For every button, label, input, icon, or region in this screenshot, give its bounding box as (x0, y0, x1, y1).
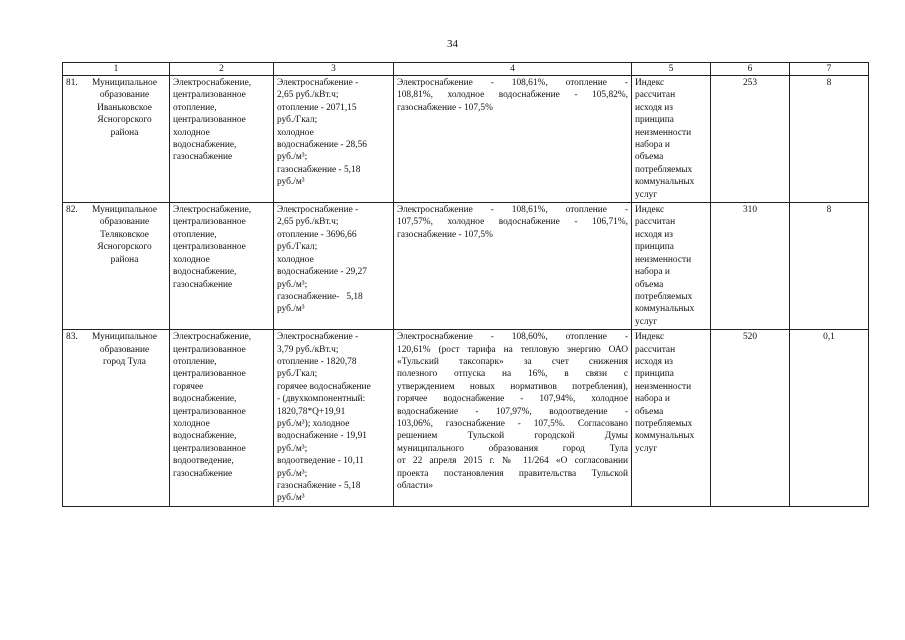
justification-line: коммунальных (635, 431, 695, 442)
tariffs-line: газоснабжение - 5,18 (277, 481, 361, 491)
services-line: Электроснабжение, (173, 332, 252, 343)
tariffs-line: руб./м³; (277, 443, 308, 454)
services-line: централизованное (173, 406, 246, 417)
municipality-line: город Тула (103, 356, 146, 367)
justification-line: набора и (635, 267, 670, 278)
tariffs-line: газоснабжение - 5,18 (277, 164, 361, 175)
indices-line: от 22 апреля 2015 г. № 11/264 «О согласовании (397, 456, 628, 467)
column-header-7: 7 (790, 63, 869, 76)
justification-line: неизменности (635, 254, 692, 265)
municipality-line: района (110, 127, 139, 138)
municipality-line: Муниципальное (91, 205, 158, 216)
justification-line: объема (635, 279, 664, 290)
services-line: отопление, (173, 356, 217, 367)
indices-line: утверждением новых нормативов потребления), (397, 381, 628, 392)
justification-line: рассчитан (635, 344, 676, 355)
municipality-line: Муниципальное (91, 78, 158, 88)
tariffs-line: Электроснабжение - (277, 78, 359, 88)
justification-line: потребляемых (635, 418, 693, 429)
services-line: холодное (173, 127, 210, 138)
tariffs-line: водоотведение - 10,11 (277, 456, 364, 467)
justification-line: Индекс (635, 205, 665, 216)
tariffs-line: горячее водоснабжение (277, 381, 371, 392)
tariffs-line: - (двухкомпонентный: (277, 394, 366, 405)
services-line: водоснабжение, (173, 140, 237, 151)
justification-line: Индекс (635, 78, 665, 88)
cell-tariffs (274, 76, 394, 203)
tariff-table (62, 62, 869, 507)
cell-services (170, 203, 274, 330)
column-header-1: 1 (63, 63, 170, 76)
justification-line: принципа (635, 242, 674, 253)
indices-line: 108,81%, холодное водоснабжение - 105,82%, (397, 90, 628, 101)
municipality-line: Ясногорского (97, 115, 152, 126)
services-line: холодное (173, 254, 210, 265)
services-line: централизованное (173, 242, 246, 253)
cell-col6: 520 (711, 330, 790, 507)
municipality-line: района (110, 254, 139, 265)
indices-line: Электроснабжение - 108,61%, отопление - (397, 205, 628, 216)
justification-line: исходя из (635, 229, 673, 240)
justification-line: потребляемых (635, 164, 693, 175)
justification-line: коммунальных (635, 304, 695, 315)
services-line: водоснабжение, (173, 431, 237, 442)
column-header-5: 5 (632, 63, 711, 76)
indices-line: газоснабжение - 107,5% (397, 102, 493, 113)
row-number: 81. (66, 78, 78, 88)
justification-line: исходя из (635, 102, 673, 113)
justification-line: набора и (635, 394, 670, 405)
services-line: централизованное (173, 443, 246, 454)
services-line: Электроснабжение, (173, 205, 252, 216)
cell-col6: 253 (711, 76, 790, 203)
tariffs-line: руб./Гкал; (277, 242, 318, 253)
table-row (63, 330, 869, 507)
table-row (63, 203, 869, 330)
justification-line: услуг (635, 316, 658, 327)
justification-line: исходя из (635, 356, 673, 367)
cell-col7: 0,1 (790, 330, 869, 507)
tariffs-line: отопление - 2071,15 (277, 102, 357, 113)
tariffs-line: руб./м³ (277, 304, 305, 315)
cell-col7: 8 (790, 203, 869, 330)
column-header-6: 6 (711, 63, 790, 76)
justification-line: услуг (635, 443, 658, 454)
column-header-3: 3 (274, 63, 394, 76)
cell-indices (394, 330, 632, 507)
indices-line: 120,61% (рост тарифа на тепловую энергию ОАО (397, 344, 628, 355)
row-number: 82. (66, 205, 78, 216)
cell-justification (632, 203, 711, 330)
indices-line: области» (397, 481, 434, 491)
indices-line: решением Тульской городской Думы (397, 431, 628, 442)
tariffs-line: руб./Гкал; (277, 115, 318, 126)
services-line: централизованное (173, 115, 246, 126)
tariffs-line: 2,65 руб./кВт.ч; (277, 90, 339, 101)
cell-indices (394, 203, 632, 330)
cell-municipality (63, 203, 170, 330)
cell-justification (632, 76, 711, 203)
tariffs-line: руб./м³; (277, 152, 308, 163)
cell-municipality (63, 330, 170, 507)
justification-line: услуг (635, 189, 658, 200)
municipality-line: образование (99, 217, 150, 228)
indices-line: 107,57%, холодное водоснабжение - 106,71%, (397, 217, 628, 228)
table-header-row (63, 63, 869, 76)
services-line: водоснабжение, (173, 267, 237, 278)
tariffs-line: руб./м³ (277, 493, 305, 504)
tariffs-line: Электроснабжение - (277, 205, 359, 216)
tariffs-line: водоснабжение - 19,91 (277, 431, 367, 442)
cell-col7: 8 (790, 76, 869, 203)
cell-col6: 310 (711, 203, 790, 330)
justification-line: потребляемых (635, 291, 693, 302)
indices-line: муниципального образования город Тула (397, 443, 628, 454)
services-line: газоснабжение (173, 279, 233, 290)
cell-municipality (63, 76, 170, 203)
cell-tariffs (274, 330, 394, 507)
justification-line: неизменности (635, 381, 692, 392)
services-line: централизованное (173, 90, 246, 101)
justification-line: объема (635, 152, 664, 163)
services-line: централизованное (173, 217, 246, 228)
tariffs-line: холодное (277, 127, 314, 138)
indices-line: горячее водоснабжение - 107,94%, холодное (397, 394, 628, 405)
justification-line: принципа (635, 115, 674, 126)
tariffs-line: руб./Гкал; (277, 369, 318, 380)
municipality-line: Иваньковское (97, 102, 152, 113)
justification-line: рассчитан (635, 90, 676, 101)
municipality-line: образование (99, 344, 150, 355)
page-number: 34 (447, 38, 458, 50)
tariffs-line: водоснабжение - 28,56 (277, 140, 367, 151)
justification-line: объема (635, 406, 664, 417)
services-line: холодное (173, 418, 210, 429)
municipality-line: Ясногорского (97, 242, 152, 253)
tariffs-line: отопление - 1820,78 (277, 356, 357, 367)
indices-line: «Тульский таксопарк» за счет снижения (397, 356, 628, 367)
services-line: Электроснабжение, (173, 78, 252, 88)
services-line: горячее (173, 381, 204, 392)
indices-line: полезного отпуска на 16%, в связи с (397, 369, 628, 380)
indices-line: газоснабжение - 107,5% (397, 229, 493, 240)
services-line: отопление, (173, 102, 217, 113)
table-row (63, 76, 869, 203)
services-line: водоснабжение, (173, 394, 237, 405)
indices-line: Электроснабжение - 108,61%, отопление - (397, 78, 628, 88)
services-line: отопление, (173, 229, 217, 240)
tariffs-line: холодное (277, 254, 314, 265)
justification-line: набора и (635, 140, 670, 151)
services-line: газоснабжение (173, 152, 233, 163)
tariffs-line: руб./м³ (277, 177, 305, 188)
indices-line: проекта постановления правительства Тульской (397, 468, 628, 479)
justification-line: коммунальных (635, 177, 695, 188)
municipality-line: образование (99, 90, 150, 101)
tariffs-line: руб./м³); холодное (277, 418, 350, 429)
cell-tariffs (274, 203, 394, 330)
municipality-line: Муниципальное (91, 332, 158, 343)
indices-line: водоснабжение - 107,97%, водоотведение - (397, 406, 628, 417)
tariffs-line: 1820,78*Q+19,91 (277, 406, 346, 417)
municipality-line: Теляковское (100, 229, 149, 240)
cell-services (170, 76, 274, 203)
cell-services (170, 330, 274, 507)
justification-line: Индекс (635, 332, 665, 343)
indices-line: Электроснабжение - 108,60%, отопление - (397, 332, 628, 343)
justification-line: принципа (635, 369, 674, 380)
justification-line: рассчитан (635, 217, 676, 228)
tariffs-line: газоснабжение- 5,18 (277, 291, 363, 302)
column-header-4: 4 (394, 63, 632, 76)
services-line: централизованное (173, 369, 246, 380)
justification-line: неизменности (635, 127, 692, 138)
tariffs-line: 3,79 руб./кВт.ч; (277, 344, 339, 355)
tariffs-line: 2,65 руб./кВт.ч; (277, 217, 339, 228)
cell-justification (632, 330, 711, 507)
tariffs-line: водоснабжение - 29,27 (277, 267, 367, 278)
tariffs-line: отопление - 3696,66 (277, 229, 357, 240)
row-number: 83. (66, 332, 78, 343)
cell-indices (394, 76, 632, 203)
services-line: газоснабжение (173, 468, 233, 479)
indices-line: 103,06%, газоснабжение - 107,5%. Согласовано (397, 418, 628, 429)
tariffs-line: руб./м³; (277, 468, 308, 479)
services-line: централизованное (173, 344, 246, 355)
tariffs-line: руб./м³; (277, 279, 308, 290)
services-line: водоотведение, (173, 456, 234, 467)
tariffs-line: Электроснабжение - (277, 332, 359, 343)
column-header-2: 2 (170, 63, 274, 76)
